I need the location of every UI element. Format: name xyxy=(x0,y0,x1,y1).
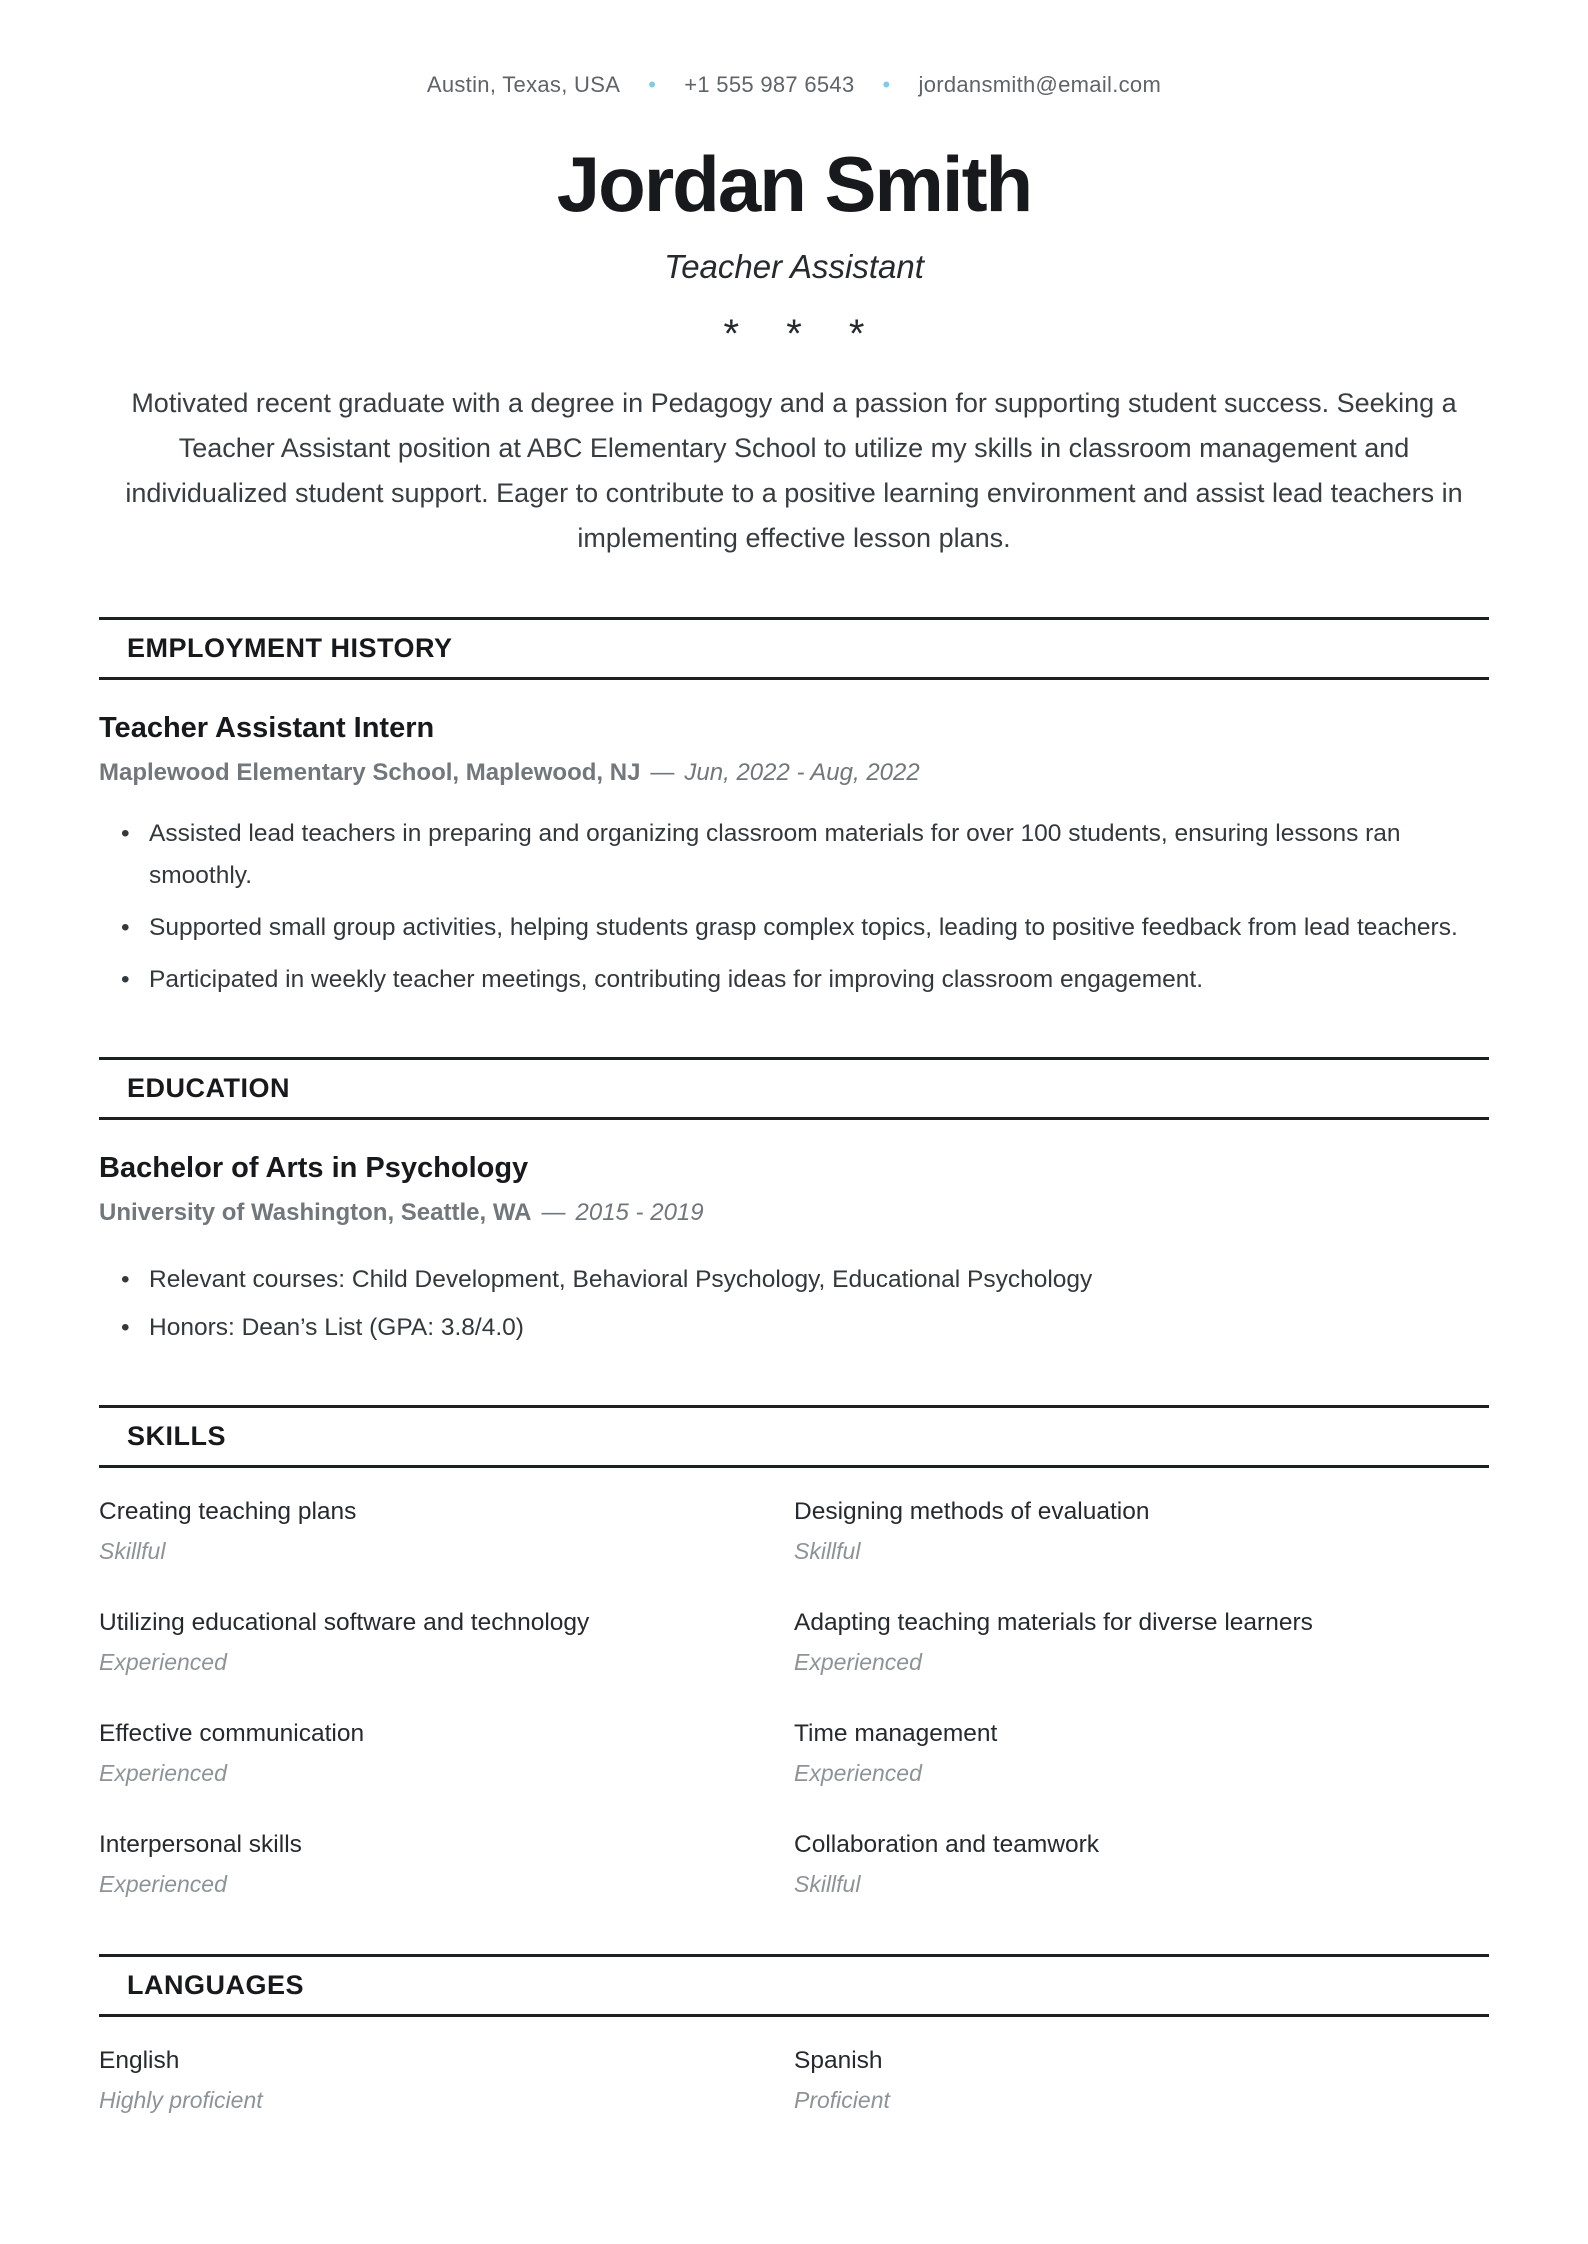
section-divider-ornament: * * * xyxy=(723,311,883,356)
skill-level: Experienced xyxy=(99,1759,227,1786)
skill-item xyxy=(99,1498,794,1565)
skills-grid xyxy=(99,1498,1489,1898)
skill-level: Skillful xyxy=(794,1537,861,1564)
languages-grid xyxy=(99,2047,1489,2114)
skill-name: Adapting teaching materials for diverse learners xyxy=(794,1608,1313,1636)
language-item xyxy=(794,2047,1489,2114)
skill-item xyxy=(794,1498,1489,1565)
section-education xyxy=(99,1057,1489,1349)
section-employment xyxy=(99,617,1489,1001)
section-heading-employment: EMPLOYMENT HISTORY xyxy=(99,617,1489,680)
skill-level: Experienced xyxy=(794,1648,922,1675)
skill-item xyxy=(794,1720,1489,1787)
education-entry xyxy=(99,1152,1489,1349)
job-entry-meta xyxy=(99,759,1489,787)
job-bullet-item: • Participated in weekly teacher meetings, contributing ideas for improving classroom engagement. xyxy=(99,959,1489,1001)
skill-name: Interpersonal skills xyxy=(99,1830,302,1858)
language-level: Highly proficient xyxy=(99,2086,263,2113)
skill-level: Skillful xyxy=(794,1870,861,1897)
language-name: Spanish xyxy=(794,2046,883,2074)
skill-item xyxy=(99,1720,794,1787)
skill-level: Skillful xyxy=(99,1537,166,1564)
skill-name: Designing methods of evaluation xyxy=(794,1497,1150,1525)
language-item xyxy=(99,2047,794,2114)
school-name: University of Washington, Seattle, WA xyxy=(99,1198,532,1226)
job-date-range: Jun, 2022 - Aug, 2022 xyxy=(684,758,920,786)
section-heading-skills: SKILLS xyxy=(99,1405,1489,1468)
resume-content xyxy=(99,0,1489,2114)
section-heading-education: EDUCATION xyxy=(99,1057,1489,1120)
skill-name: Collaboration and teamwork xyxy=(794,1830,1100,1858)
contact-row xyxy=(99,0,1489,98)
language-level: Proficient xyxy=(794,2086,890,2113)
contact-email: jordansmith@email.com xyxy=(918,72,1162,97)
section-skills xyxy=(99,1405,1489,1898)
employment-entry xyxy=(99,712,1489,1001)
meta-dash: — xyxy=(541,1198,566,1226)
profile-summary: Motivated recent graduate with a degree in Pedagogy and a passion for supporting student success. Seeking a Teacher Assistant position at ABC Elementary School to utilize my skills in classroom management and individualized student support. Eager to contribute to a positive learning environment and assist lead teachers in implementing effective lesson plans. xyxy=(125,387,1463,553)
contact-phone: +1 555 987 6543 xyxy=(684,72,855,97)
education-bullet-list xyxy=(99,1259,1489,1349)
section-heading-languages: LANGUAGES xyxy=(99,1954,1489,2017)
section-languages xyxy=(99,1954,1489,2114)
skill-item xyxy=(99,1609,794,1676)
skill-level: Experienced xyxy=(99,1648,227,1675)
skill-item xyxy=(794,1609,1489,1676)
education-entry-meta xyxy=(99,1199,1489,1227)
skill-name: Creating teaching plans xyxy=(99,1497,357,1525)
education-bullet-item: • Relevant courses: Child Development, Behavioral Psychology, Educational Psychology xyxy=(99,1259,1489,1301)
job-bullet-item: • Assisted lead teachers in preparing and organizing classroom materials for over 100 students, ensuring lessons ran smoothly. xyxy=(99,813,1489,897)
contact-location: Austin, Texas, USA xyxy=(426,72,621,97)
degree-title: Bachelor of Arts in Psychology xyxy=(99,1151,529,1184)
education-date-range: 2015 - 2019 xyxy=(575,1198,704,1226)
skill-name: Utilizing educational software and technology xyxy=(99,1608,590,1636)
bullet-separator-icon: • xyxy=(648,72,657,97)
skill-item xyxy=(794,1831,1489,1898)
candidate-job-title: Teacher Assistant xyxy=(664,247,924,285)
job-bullet-list xyxy=(99,813,1489,1001)
bullet-separator-icon: • xyxy=(882,72,891,97)
skill-name: Time management xyxy=(794,1719,998,1747)
skill-level: Experienced xyxy=(99,1870,227,1897)
job-bullet-item: • Supported small group activities, helping students grasp complex topics, leading to positive feedback from lead teachers. xyxy=(99,907,1489,949)
employer-name: Maplewood Elementary School, Maplewood, NJ xyxy=(99,758,641,786)
language-name: English xyxy=(99,2046,180,2074)
skill-name: Effective communication xyxy=(99,1719,365,1747)
meta-dash: — xyxy=(650,758,675,786)
education-bullet-item: • Honors: Dean’s List (GPA: 3.8/4.0) xyxy=(99,1307,1489,1349)
skill-level: Experienced xyxy=(794,1759,922,1786)
job-entry-title: Teacher Assistant Intern xyxy=(99,711,435,744)
candidate-name: Jordan Smith xyxy=(556,140,1032,228)
skill-item xyxy=(99,1831,794,1898)
